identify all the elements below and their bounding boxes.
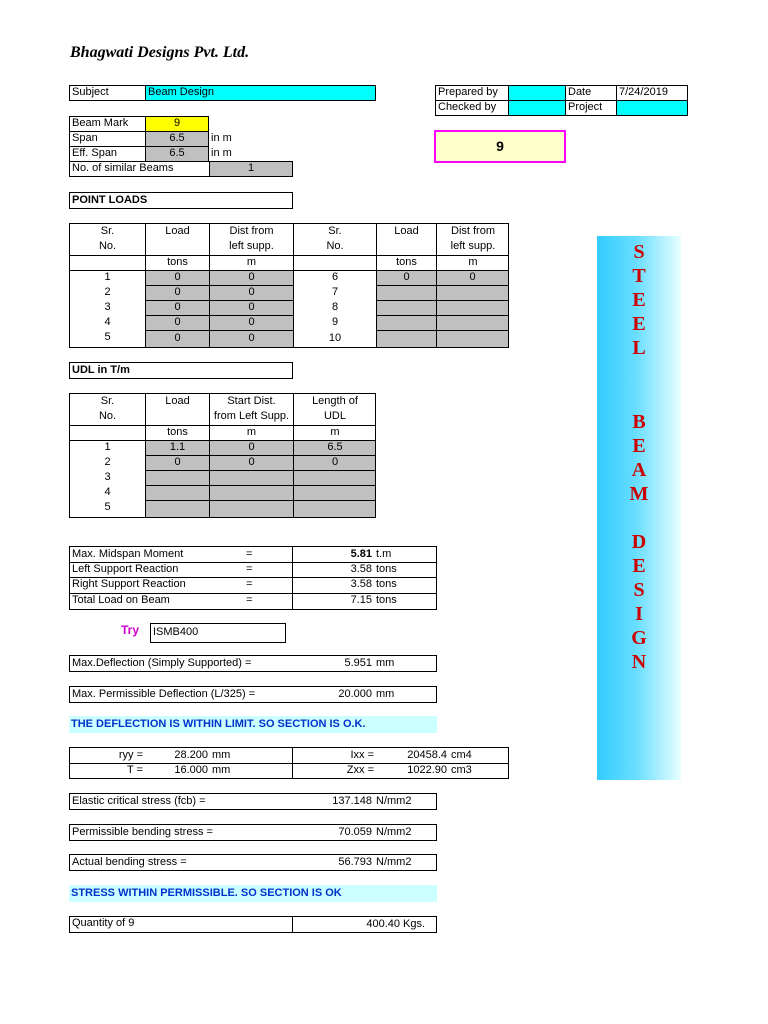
- pl-load-4[interactable]: 0: [174, 316, 181, 328]
- pl-h-load2: Load: [394, 225, 419, 237]
- banner-letter: A: [631, 459, 647, 481]
- table-row: 2: [104, 456, 111, 468]
- pl-load-6[interactable]: 0: [403, 271, 410, 283]
- right-reaction-eq: =: [246, 578, 253, 590]
- pl-load-3[interactable]: 0: [174, 301, 181, 313]
- ixx-unit: cm4: [451, 749, 472, 761]
- banner-letter: E: [632, 555, 646, 577]
- total-load-unit: tons: [376, 594, 397, 606]
- pl-dist-8[interactable]: [437, 301, 508, 316]
- udl-title: UDL in T/m: [69, 362, 293, 379]
- date-value[interactable]: 7/24/2019: [616, 85, 688, 101]
- perm-stress-row: [69, 824, 437, 841]
- beam-mark-label: Beam Mark: [69, 116, 146, 132]
- pl-srno-8: 8: [331, 301, 339, 313]
- udl-unit-length: m: [330, 426, 340, 438]
- actual-stress-label: Actual bending stress =: [72, 856, 187, 868]
- udl-unit-start: m: [246, 426, 257, 438]
- steel-beam-design-banner: [597, 236, 681, 780]
- pl-load-5[interactable]: 0: [174, 332, 181, 344]
- moment-label: Max. Midspan Moment: [72, 548, 184, 560]
- quantity-label: Quantity of 9: [69, 916, 293, 933]
- banner-letter: B: [632, 411, 646, 433]
- fcb-unit: N/mm2: [376, 795, 412, 807]
- pl-h-srno: Sr.: [100, 225, 115, 237]
- subject-label: Subject: [69, 85, 146, 101]
- pl-load-10[interactable]: [377, 331, 436, 347]
- prepared-by-value[interactable]: [508, 85, 566, 101]
- quantity-unit: Kgs.: [403, 918, 426, 930]
- section-properties: [69, 747, 509, 779]
- udl-unit-load: tons: [167, 426, 188, 438]
- eff-span-label: Eff. Span: [69, 146, 146, 162]
- udl-h-start: Start Dist.: [227, 395, 276, 407]
- project-value[interactable]: [616, 100, 688, 116]
- banner-letter: L: [632, 337, 646, 359]
- zxx-unit: cm3: [451, 764, 472, 776]
- left-reaction-label: Left Support Reaction: [72, 563, 179, 575]
- max-deflection-label: Max.Deflection (Simply Supported) =: [72, 657, 252, 669]
- fcb-row: [69, 793, 437, 810]
- pl-srno-6: 6: [331, 271, 339, 283]
- max-deflection-unit: mm: [376, 657, 395, 669]
- ixx-label: Ixx =: [350, 749, 374, 761]
- stress-message: STRESS WITHIN PERMISSIBLE. SO SECTION IS OK: [69, 885, 437, 902]
- checked-by-label: Checked by: [435, 100, 509, 116]
- perm-deflection-unit: mm: [376, 688, 395, 700]
- pl-load-9[interactable]: [377, 316, 436, 331]
- banner-letter: S: [633, 241, 645, 263]
- actual-stress-row: [69, 854, 437, 871]
- perm-stress-label: Permissible bending stress =: [72, 826, 213, 838]
- pl-h-dist2: Dist from: [451, 225, 495, 237]
- t-unit: mm: [212, 764, 231, 776]
- pl-unit-dist2: m: [468, 256, 478, 268]
- pl-h-load: Load: [165, 225, 190, 237]
- right-reaction-label: Right Support Reaction: [72, 578, 186, 590]
- udl-h-srno: Sr.: [100, 395, 115, 407]
- pl-h-dist: Dist from: [229, 225, 274, 237]
- udl-h2-length: UDL: [323, 410, 346, 422]
- pl-h2-dist: left supp.: [229, 240, 274, 252]
- eff-span-value[interactable]: 6.5: [145, 146, 209, 162]
- ryy-unit: mm: [212, 749, 231, 761]
- pl-rows: [70, 271, 508, 347]
- table-row: 5: [104, 331, 111, 343]
- table-row: 1: [104, 441, 111, 453]
- total-load-value: 7.15: [350, 594, 372, 606]
- banner-letter: D: [631, 531, 647, 553]
- banner-letter: M: [629, 483, 649, 505]
- zxx-value: 1022.90: [407, 764, 447, 776]
- pl-load-2[interactable]: 0: [174, 286, 181, 298]
- udl-load-2[interactable]: 0: [174, 456, 181, 468]
- t-label: T =: [126, 764, 143, 776]
- company-name: Bhagwati Designs Pvt. Ltd.: [70, 44, 250, 61]
- pl-unit-load: tons: [167, 256, 188, 268]
- udl-table: [69, 393, 376, 518]
- max-deflection-value: 5.951: [344, 657, 372, 669]
- udl-length-2[interactable]: 0: [331, 456, 339, 468]
- deflection-message: THE DEFLECTION IS WITHIN LIMIT. SO SECTION IS O.K.: [69, 716, 437, 733]
- ixx-value: 20458.4: [407, 749, 447, 761]
- banner-letter: I: [635, 603, 643, 625]
- ryy-value: 28.200: [174, 749, 208, 761]
- table-row: 3: [104, 301, 111, 313]
- pl-h2-srno: No.: [98, 240, 117, 252]
- perm-deflection-label: Max. Permissible Deflection (L/325) =: [72, 688, 256, 700]
- banner-letter: E: [632, 289, 646, 311]
- pl-dist-2[interactable]: 0: [248, 286, 255, 298]
- quantity-cell: [292, 916, 437, 933]
- udl-start-2[interactable]: 0: [248, 456, 255, 468]
- zxx-label: Zxx =: [346, 764, 374, 776]
- pl-dist-10[interactable]: [437, 331, 508, 347]
- table-row: 3: [104, 471, 111, 483]
- pl-h-srno2: Sr.: [328, 225, 342, 237]
- pl-dist-1[interactable]: 0: [248, 271, 255, 283]
- pl-dist-4[interactable]: 0: [248, 316, 255, 328]
- section-input[interactable]: ISMB400: [150, 623, 286, 643]
- moment-value: 5.81: [350, 548, 372, 560]
- pl-dist-5[interactable]: 0: [248, 332, 255, 344]
- banner-letter: S: [633, 579, 645, 601]
- udl-row-3-inputs[interactable]: [146, 471, 375, 486]
- table-row: 5: [104, 501, 111, 513]
- total-load-label: Total Load on Beam: [72, 594, 170, 606]
- perm-deflection-value: 20.000: [338, 688, 372, 700]
- table-row: 4: [104, 316, 111, 328]
- pl-dist-3[interactable]: 0: [248, 301, 255, 313]
- moment-unit: t.m: [376, 548, 392, 560]
- udl-length-1[interactable]: 6.5: [327, 441, 343, 453]
- pl-load-7[interactable]: [377, 286, 436, 301]
- beam-mark-display: 9: [434, 130, 566, 163]
- pl-h2-dist2: left supp.: [450, 240, 496, 252]
- udl-h2-srno: No.: [98, 410, 117, 422]
- pl-srno-9: 9: [331, 316, 339, 328]
- point-loads-title: POINT LOADS: [69, 192, 293, 209]
- prepared-by-label: Prepared by: [435, 85, 509, 101]
- project-label: Project: [565, 100, 617, 116]
- banner-letter: E: [632, 435, 646, 457]
- left-reaction-value: 3.58: [350, 563, 372, 575]
- span-unit: in m: [211, 132, 232, 144]
- right-reaction-unit: tons: [376, 578, 397, 590]
- pl-dist-6[interactable]: 0: [469, 271, 476, 283]
- subject-value[interactable]: Beam Design: [145, 85, 376, 101]
- ryy-label: ryy =: [118, 749, 143, 761]
- banner-letter: T: [632, 265, 646, 287]
- pl-h2-srno2: No.: [326, 240, 344, 252]
- perm-deflection-row: [69, 686, 437, 703]
- udl-h-load: Load: [165, 395, 190, 407]
- udl-row-5-inputs[interactable]: [146, 501, 375, 517]
- udl-h2-start: from Left Supp.: [213, 410, 290, 422]
- max-deflection-row: [69, 655, 437, 672]
- udl-h-length: Length of: [312, 395, 358, 407]
- banner-letter: N: [631, 651, 647, 673]
- pl-unit-load2: tons: [396, 256, 417, 268]
- actual-stress-unit: N/mm2: [376, 856, 412, 868]
- left-reaction-eq: =: [246, 563, 253, 575]
- total-load-eq: =: [246, 594, 253, 606]
- similar-beams-label: No. of similar Beams: [69, 161, 210, 177]
- banner-letter: G: [631, 627, 647, 649]
- udl-row-4-inputs[interactable]: [146, 486, 375, 501]
- results-block: [69, 546, 437, 610]
- left-reaction-unit: tons: [376, 563, 397, 575]
- pl-srno-10: 10: [328, 332, 342, 344]
- span-value[interactable]: 6.5: [145, 131, 209, 147]
- table-row: 1: [104, 271, 111, 283]
- perm-stress-unit: N/mm2: [376, 826, 412, 838]
- span-label: Span: [69, 131, 146, 147]
- similar-beams-value[interactable]: 1: [209, 161, 293, 177]
- pl-load-8[interactable]: [377, 301, 436, 316]
- right-reaction-value: 3.58: [350, 578, 372, 590]
- moment-eq: =: [246, 548, 253, 560]
- checked-by-value[interactable]: [508, 100, 566, 116]
- actual-stress-value: 56.793: [338, 856, 372, 868]
- fcb-label: Elastic critical stress (fcb) =: [72, 795, 206, 807]
- pl-srno-7: 7: [331, 286, 339, 298]
- point-loads-table: [69, 223, 509, 348]
- pl-dist-9[interactable]: [437, 316, 508, 331]
- date-label: Date: [565, 85, 617, 101]
- perm-stress-value: 70.059: [338, 826, 372, 838]
- beam-mark-value[interactable]: 9: [145, 116, 209, 132]
- table-row: 2: [104, 286, 111, 298]
- udl-load-1[interactable]: 1.1: [169, 441, 186, 453]
- udl-start-1[interactable]: 0: [248, 441, 255, 453]
- table-row: 4: [104, 486, 111, 498]
- eff-span-unit: in m: [211, 147, 232, 159]
- t-value: 16.000: [174, 764, 208, 776]
- banner-letter: E: [632, 313, 646, 335]
- pl-load-1[interactable]: 0: [174, 271, 181, 283]
- pl-dist-7[interactable]: [437, 286, 508, 301]
- pl-unit-dist: m: [246, 256, 257, 268]
- try-label: Try: [121, 623, 140, 637]
- quantity-value: 400.40: [366, 918, 400, 930]
- fcb-value: 137.148: [332, 795, 372, 807]
